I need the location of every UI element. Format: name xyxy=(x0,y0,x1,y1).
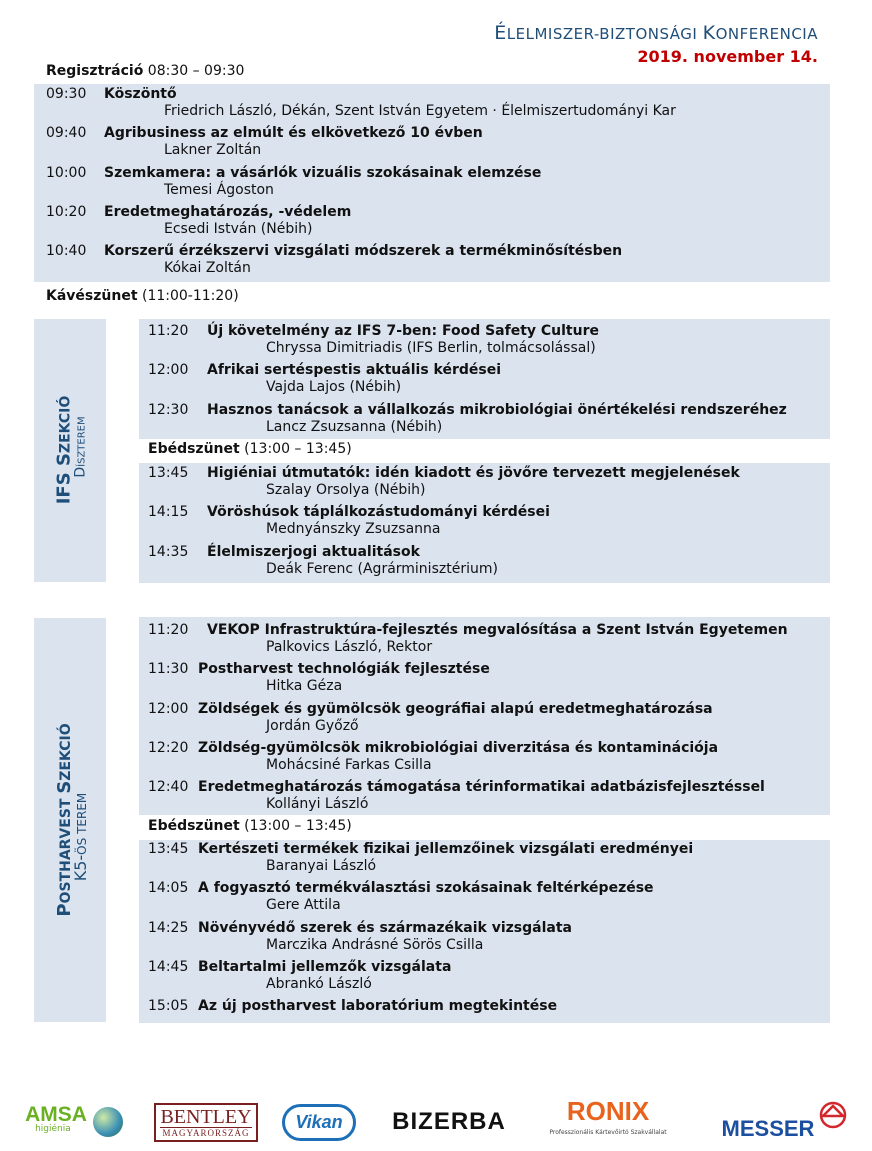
session-title: Új követelmény az IFS 7-ben: Food Safety Culture xyxy=(207,323,599,339)
session-speaker: Lancz Zsuzsanna (Nébih) xyxy=(266,418,443,435)
session-speaker: Deák Ferenc (Agrárminisztérium) xyxy=(266,560,498,577)
sponsor-messer-logo: MESSER xyxy=(700,1098,870,1146)
session-speaker: Friedrich László, Dékán, Szent István Egyetem · Élelmiszertudományi Kar xyxy=(164,103,676,119)
session-title: A fogyasztó termékválasztási szokásainak feltérképezése xyxy=(198,880,654,897)
sponsor-amsa-logo: AMSA higiénia xyxy=(14,1098,134,1146)
session-speaker: Mohácsiné Farkas Csilla xyxy=(266,756,432,773)
session-speaker: Lakner Zoltán xyxy=(164,142,262,159)
session-speaker: Hitka Géza xyxy=(266,678,343,695)
session-speaker: Marczika Andrásné Sörös Csilla xyxy=(266,936,484,953)
conference-date: 2019. november 14. xyxy=(637,47,818,66)
session-time: 10:20 xyxy=(46,203,87,220)
session-title: Higiéniai útmutatók: idén kiadott és jövőre tervezett megjelenések xyxy=(207,465,740,481)
session-title: Zöldségek és gyümölcsök geográfiai alapú eredetmeghatározása xyxy=(198,700,713,717)
registration-line: Regisztráció 08:30 – 09:30 xyxy=(46,63,245,79)
ifs-room: Díszterem xyxy=(72,416,89,478)
session-speaker: Vajda Lajos (Nébih) xyxy=(266,379,402,396)
sponsor-vikan-logo: Vikan xyxy=(275,1098,363,1146)
session-title: Eredetmeghatározás, -védelem xyxy=(104,203,352,220)
session-title: Vöröshúsok táplálkozástudományi kérdései xyxy=(207,504,550,521)
session-speaker: Mednyánszky Zsuzsanna xyxy=(266,521,441,538)
session-time: 13:45 xyxy=(148,465,189,481)
session-title: Eredetmeghatározás támogatása térinformatikai adatbázisfejlesztéssel xyxy=(198,779,765,796)
session-title: Köszöntő xyxy=(104,86,177,102)
session-speaker: Kollányi László xyxy=(266,796,369,813)
session-time: 15:05 xyxy=(148,998,189,1015)
session-time: 14:45 xyxy=(148,958,189,975)
conference-title: ÉLELMISZER-BIZTONSÁGI KONFERENCIA xyxy=(494,22,818,44)
ifs-lunch: Ebédszünet (13:00 – 13:45) xyxy=(148,441,352,457)
coffee-break: Kávészünet (11:00-11:20) xyxy=(46,288,239,304)
session-title: Szemkamera: a vásárlók vizuális szokásainak elemzése xyxy=(104,164,542,181)
ifs-room-label xyxy=(73,316,95,579)
session-time: 12:00 xyxy=(148,700,189,717)
session-time: 12:40 xyxy=(148,779,189,796)
session-title: Zöldség-gyümölcsök mikrobiológiai diverzitása és kontaminációja xyxy=(198,739,719,756)
session-time: 14:05 xyxy=(148,880,189,897)
session-time: 13:45 xyxy=(148,841,189,857)
session-time: 14:25 xyxy=(148,919,189,936)
sponsor-bentley-logo: BENTLEY MAGYARORSZÁG xyxy=(153,1098,259,1146)
session-title: Növényvédő szerek és származékaik vizsgálata xyxy=(198,919,572,936)
session-speaker: Ecsedi István (Nébih) xyxy=(164,220,313,237)
session-time: 14:35 xyxy=(148,543,189,560)
session-time: 11:20 xyxy=(148,323,189,339)
postharvest-section-name: POSTHARVEST SZEKCIÓ xyxy=(54,723,75,917)
session-time: 10:40 xyxy=(46,243,87,260)
postharvest-lunch: Ebédszünet (13:00 – 13:45) xyxy=(148,818,352,834)
session-speaker: Szalay Orsolya (Nébih) xyxy=(266,482,426,498)
ifs-section-name: IFS SZEKCIÓ xyxy=(53,395,75,505)
session-title: VEKOP Infrastruktúra-fejlesztés megvalósítása a Szent István Egyetemen xyxy=(207,622,788,638)
session-speaker: Gere Attila xyxy=(266,897,341,914)
session-title: Postharvest technológiák fejlesztése xyxy=(198,661,490,678)
session-speaker: Palkovics László, Rektor xyxy=(266,639,433,655)
session-speaker: Kókai Zoltán xyxy=(164,260,251,277)
session-speaker: Chryssa Dimitriadis (IFS Berlin, tolmácsolással) xyxy=(266,340,596,356)
session-title: Korszerű érzékszervi vizsgálati módszerek a termékminősítésben xyxy=(104,243,623,260)
session-title: Élelmiszerjogi aktualitások xyxy=(207,543,420,560)
session-speaker: Jordán Győző xyxy=(266,717,359,734)
session-time: 11:20 xyxy=(148,622,189,638)
postharvest-room-label xyxy=(71,635,93,1039)
session-title: Kertészeti termékek fizikai jellemzőinek vizsgálati eredményei xyxy=(198,841,694,857)
session-time: 09:30 xyxy=(46,86,87,102)
session-time: 10:00 xyxy=(46,164,87,181)
session-time: 12:00 xyxy=(148,362,189,379)
session-time: 11:30 xyxy=(148,661,189,678)
session-time: 09:40 xyxy=(46,125,87,142)
sponsor-bizerba-logo: BIZERBA xyxy=(392,1108,506,1135)
session-title: Az új postharvest laboratórium megtekintése xyxy=(198,998,558,1015)
session-title: Afrikai sertéspestis aktuális kérdései xyxy=(207,362,502,379)
sponsor-ronix-logo: RONIX Professzionális Kártevőirtó Szakvállalat xyxy=(549,1096,667,1136)
session-speaker: Abrankó László xyxy=(266,975,372,992)
session-time: 12:30 xyxy=(148,401,189,418)
amsa-globe-icon xyxy=(93,1107,123,1137)
session-title: Hasznos tanácsok a vállalkozás mikrobiológiai önértékelési rendszeréhez xyxy=(207,401,787,418)
session-speaker: Temesi Ágoston xyxy=(164,181,274,198)
session-title: Agribusiness az elmúlt és elkövetkező 10 évben xyxy=(104,125,483,142)
session-speaker: Baranyai László xyxy=(266,858,377,874)
session-title: Beltartalmi jellemzők vizsgálata xyxy=(198,958,452,975)
messer-emblem-icon xyxy=(818,1100,848,1130)
session-time: 14:15 xyxy=(148,504,189,521)
session-time: 12:20 xyxy=(148,739,189,756)
postharvest-room: K5-ÖS TEREM xyxy=(71,792,90,882)
